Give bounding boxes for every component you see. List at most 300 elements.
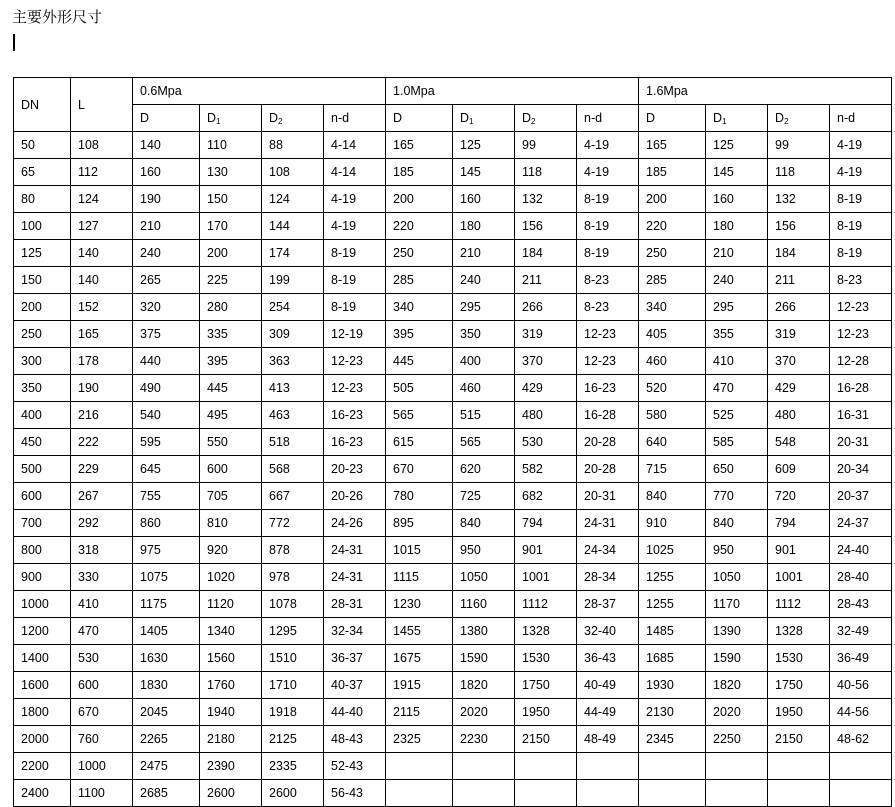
table-cell: 65 [14, 159, 71, 186]
table-cell: 810 [200, 510, 262, 537]
table-cell: 12-23 [324, 375, 386, 402]
table-cell: 292 [71, 510, 133, 537]
table-cell: 8-23 [577, 294, 639, 321]
table-cell: 250 [386, 240, 453, 267]
table-cell: 48-43 [324, 726, 386, 753]
table-cell: 1255 [639, 591, 706, 618]
table-cell [706, 753, 768, 780]
table-cell: 36-49 [830, 645, 892, 672]
table-cell [515, 780, 577, 807]
table-cell: 199 [262, 267, 324, 294]
header-cell-dn: DN [14, 78, 71, 132]
table-cell: 1050 [706, 564, 768, 591]
table-cell: 463 [262, 402, 324, 429]
table-cell: 156 [515, 213, 577, 240]
table-cell: 140 [71, 240, 133, 267]
table-row [14, 402, 892, 429]
table-cell: 28-40 [830, 564, 892, 591]
table-cell: 12-19 [324, 321, 386, 348]
table-cell: 620 [453, 456, 515, 483]
table-cell: 240 [133, 240, 200, 267]
table-cell: 132 [768, 186, 830, 213]
table-cell: 1600 [14, 672, 71, 699]
table-header [14, 78, 892, 132]
table-cell: 20-31 [830, 429, 892, 456]
table-cell: 1405 [133, 618, 200, 645]
table-cell: 715 [639, 456, 706, 483]
table-cell: 1590 [453, 645, 515, 672]
table-cell: 1020 [200, 564, 262, 591]
table-cell: 165 [639, 132, 706, 159]
table-cell: 285 [639, 267, 706, 294]
table-cell: 901 [515, 537, 577, 564]
table-cell: 1800 [14, 699, 71, 726]
table-row [14, 240, 892, 267]
table-cell: 216 [71, 402, 133, 429]
table-cell: 40-56 [830, 672, 892, 699]
subheader-06-d2: $D_2$ [262, 105, 324, 132]
table-cell: 2200 [14, 753, 71, 780]
table-row [14, 159, 892, 186]
table-cell: 720 [768, 483, 830, 510]
table-cell: 470 [706, 375, 768, 402]
table-cell: 125 [14, 240, 71, 267]
table-cell: 165 [71, 321, 133, 348]
table-cell: 518 [262, 429, 324, 456]
table-cell: 152 [71, 294, 133, 321]
subheader-10-d2: $D_2$ [515, 105, 577, 132]
table-cell: 319 [515, 321, 577, 348]
table-cell: 568 [262, 456, 324, 483]
table-cell: 1100 [71, 780, 133, 807]
table-cell: 24-31 [324, 537, 386, 564]
table-cell: 16-23 [324, 402, 386, 429]
table-cell: 210 [706, 240, 768, 267]
table-cell: 525 [706, 402, 768, 429]
table-cell: 1000 [71, 753, 133, 780]
table-cell: 1078 [262, 591, 324, 618]
table-cell: 2180 [200, 726, 262, 753]
table-cell: 1820 [453, 672, 515, 699]
title-table-spacer [10, 51, 885, 77]
table-cell: 210 [133, 213, 200, 240]
table-cell: 150 [200, 186, 262, 213]
table-subheader-row [14, 105, 892, 132]
table-cell: 118 [768, 159, 830, 186]
table-cell: 780 [386, 483, 453, 510]
table-cell: 220 [386, 213, 453, 240]
table-cell: 2150 [768, 726, 830, 753]
table-cell: 530 [71, 645, 133, 672]
table-cell: 2600 [262, 780, 324, 807]
table-row [14, 618, 892, 645]
table-cell: 20-23 [324, 456, 386, 483]
table-cell: 1820 [706, 672, 768, 699]
table-cell: 370 [515, 348, 577, 375]
table-cell: 2400 [14, 780, 71, 807]
table-cell: 700 [14, 510, 71, 537]
table-cell: 1115 [386, 564, 453, 591]
table-cell: 395 [200, 348, 262, 375]
table-cell: 1120 [200, 591, 262, 618]
table-cell: 99 [515, 132, 577, 159]
table-cell: 4-19 [577, 132, 639, 159]
table-cell: 160 [453, 186, 515, 213]
table-cell: 2685 [133, 780, 200, 807]
table-cell: 12-23 [830, 321, 892, 348]
table-cell: 550 [200, 429, 262, 456]
table-cell: 1025 [639, 537, 706, 564]
table-cell: 44-56 [830, 699, 892, 726]
table-row [14, 645, 892, 672]
table-row [14, 429, 892, 456]
table-cell: 48-49 [577, 726, 639, 753]
table-cell: 4-19 [324, 186, 386, 213]
table-cell [768, 753, 830, 780]
table-cell: 500 [14, 456, 71, 483]
table-cell: 222 [71, 429, 133, 456]
table-cell: 185 [386, 159, 453, 186]
table-group-header-row [14, 78, 892, 105]
table-cell: 840 [706, 510, 768, 537]
table-cell: 1390 [706, 618, 768, 645]
table-cell: 600 [14, 483, 71, 510]
table-cell: 565 [453, 429, 515, 456]
table-cell: 1750 [515, 672, 577, 699]
table-cell: 1950 [768, 699, 830, 726]
table-cell [386, 780, 453, 807]
table-cell: 20-28 [577, 456, 639, 483]
table-cell: 582 [515, 456, 577, 483]
table-cell: 1112 [768, 591, 830, 618]
table-cell: 2325 [386, 726, 453, 753]
table-cell: 2345 [639, 726, 706, 753]
table-cell: 144 [262, 213, 324, 240]
table-cell: 2000 [14, 726, 71, 753]
table-cell [515, 753, 577, 780]
table-cell: 363 [262, 348, 324, 375]
table-cell: 16-28 [577, 402, 639, 429]
table-cell: 28-43 [830, 591, 892, 618]
table-row [14, 294, 892, 321]
table-cell: 900 [14, 564, 71, 591]
table-body [14, 132, 892, 807]
table-cell: 978 [262, 564, 324, 591]
table-cell: 174 [262, 240, 324, 267]
table-cell: 130 [200, 159, 262, 186]
table-cell: 12-23 [830, 294, 892, 321]
subheader-10-d1: $D_1$ [453, 105, 515, 132]
table-cell: 794 [515, 510, 577, 537]
table-cell: 24-37 [830, 510, 892, 537]
table-cell: 44-49 [577, 699, 639, 726]
table-cell [453, 780, 515, 807]
table-cell: 2130 [639, 699, 706, 726]
table-cell: 1001 [768, 564, 830, 591]
table-cell: 490 [133, 375, 200, 402]
table-cell: 265 [133, 267, 200, 294]
table-cell: 413 [262, 375, 324, 402]
table-cell: 36-37 [324, 645, 386, 672]
table-cell: 600 [71, 672, 133, 699]
table-cell: 28-31 [324, 591, 386, 618]
table-cell: 267 [71, 483, 133, 510]
table-cell: 2230 [453, 726, 515, 753]
table-cell: 1940 [200, 699, 262, 726]
table-cell: 445 [386, 348, 453, 375]
table-cell: 20-31 [577, 483, 639, 510]
table-cell: 495 [200, 402, 262, 429]
table-cell: 548 [768, 429, 830, 456]
table-cell: 950 [706, 537, 768, 564]
table-cell: 184 [768, 240, 830, 267]
table-cell: 124 [71, 186, 133, 213]
table-cell: 770 [706, 483, 768, 510]
group-header-06mpa: 0.6Mpa [133, 78, 386, 105]
table-cell: 145 [453, 159, 515, 186]
table-cell: 184 [515, 240, 577, 267]
table-cell: 200 [14, 294, 71, 321]
table-cell: 211 [768, 267, 830, 294]
table-cell: 2020 [706, 699, 768, 726]
subheader-16-nd: n-d [830, 105, 892, 132]
table-cell: 975 [133, 537, 200, 564]
table-cell: 2265 [133, 726, 200, 753]
table-cell: 405 [639, 321, 706, 348]
table-cell: 355 [706, 321, 768, 348]
table-cell: 860 [133, 510, 200, 537]
table-cell: 375 [133, 321, 200, 348]
table-cell: 1918 [262, 699, 324, 726]
table-row [14, 753, 892, 780]
table-cell: 670 [386, 456, 453, 483]
table-cell: 309 [262, 321, 324, 348]
table-cell: 4-19 [324, 213, 386, 240]
table-cell: 410 [706, 348, 768, 375]
table-cell: 1930 [639, 672, 706, 699]
table-cell: 515 [453, 402, 515, 429]
table-cell: 108 [262, 159, 324, 186]
table-cell: 410 [71, 591, 133, 618]
table-cell: 108 [71, 132, 133, 159]
table-cell: 250 [14, 321, 71, 348]
table-cell [386, 753, 453, 780]
table-cell: 609 [768, 456, 830, 483]
table-cell: 140 [133, 132, 200, 159]
table-cell: 600 [200, 456, 262, 483]
table-cell: 450 [14, 429, 71, 456]
table-cell: 16-28 [830, 375, 892, 402]
table-row [14, 672, 892, 699]
table-row [14, 348, 892, 375]
table-cell: 340 [639, 294, 706, 321]
group-header-10mpa: 1.0Mpa [386, 78, 639, 105]
table-cell: 20-26 [324, 483, 386, 510]
table-cell: 8-19 [577, 186, 639, 213]
table-cell: 127 [71, 213, 133, 240]
table-cell: 2475 [133, 753, 200, 780]
table-cell: 56-43 [324, 780, 386, 807]
table-cell: 440 [133, 348, 200, 375]
table-cell: 80 [14, 186, 71, 213]
table-cell: 429 [515, 375, 577, 402]
table-cell [830, 780, 892, 807]
table-cell: 24-26 [324, 510, 386, 537]
table-cell: 48-62 [830, 726, 892, 753]
table-cell: 1400 [14, 645, 71, 672]
table-row [14, 699, 892, 726]
table-cell: 530 [515, 429, 577, 456]
table-cell: 540 [133, 402, 200, 429]
table-cell: 705 [200, 483, 262, 510]
table-cell: 1950 [515, 699, 577, 726]
table-cell: 2150 [515, 726, 577, 753]
table-cell: 28-37 [577, 591, 639, 618]
table-cell: 118 [515, 159, 577, 186]
table-cell: 772 [262, 510, 324, 537]
table-cell [830, 753, 892, 780]
table-cell: 1112 [515, 591, 577, 618]
table-cell: 320 [133, 294, 200, 321]
table-cell: 1340 [200, 618, 262, 645]
table-cell: 580 [639, 402, 706, 429]
table-cell: 211 [515, 267, 577, 294]
table-cell: 4-19 [577, 159, 639, 186]
page-title: 主要外形尺寸 [12, 8, 103, 26]
table-cell: 2125 [262, 726, 324, 753]
table-cell: 725 [453, 483, 515, 510]
table-cell: 1915 [386, 672, 453, 699]
subheader-16-d: D [639, 105, 706, 132]
table-cell: 318 [71, 537, 133, 564]
table-cell [706, 780, 768, 807]
table-cell: 1170 [706, 591, 768, 618]
table-row [14, 321, 892, 348]
table-cell: 16-23 [577, 375, 639, 402]
table-cell: 319 [768, 321, 830, 348]
table-cell: 400 [453, 348, 515, 375]
group-header-16mpa: 1.6Mpa [639, 78, 892, 105]
subheader-06-d: D [133, 105, 200, 132]
table-cell: 650 [706, 456, 768, 483]
table-cell: 190 [71, 375, 133, 402]
table-cell: 520 [639, 375, 706, 402]
table-cell: 755 [133, 483, 200, 510]
table-cell: 145 [706, 159, 768, 186]
table-row [14, 510, 892, 537]
table-cell: 20-37 [830, 483, 892, 510]
table-cell: 112 [71, 159, 133, 186]
subheader-06-d1: $D_1$ [200, 105, 262, 132]
table-cell: 595 [133, 429, 200, 456]
table-cell: 1685 [639, 645, 706, 672]
table-cell: 480 [515, 402, 577, 429]
table-cell: 8-23 [830, 267, 892, 294]
table-cell: 2390 [200, 753, 262, 780]
table-cell: 240 [453, 267, 515, 294]
table-cell [577, 780, 639, 807]
table-row [14, 132, 892, 159]
subheader-16-d1: $D_1$ [706, 105, 768, 132]
table-cell: 1050 [453, 564, 515, 591]
table-cell: 1830 [133, 672, 200, 699]
table-cell: 8-19 [324, 267, 386, 294]
table-cell: 429 [768, 375, 830, 402]
table-cell: 225 [200, 267, 262, 294]
table-cell: 645 [133, 456, 200, 483]
table-cell: 1590 [706, 645, 768, 672]
table-cell: 99 [768, 132, 830, 159]
table-cell: 1175 [133, 591, 200, 618]
table-cell: 16-31 [830, 402, 892, 429]
table-cell: 878 [262, 537, 324, 564]
table-cell: 124 [262, 186, 324, 213]
table-cell: 12-23 [324, 348, 386, 375]
table-cell: 682 [515, 483, 577, 510]
table-cell: 8-19 [830, 186, 892, 213]
table-cell: 40-49 [577, 672, 639, 699]
table-cell: 640 [639, 429, 706, 456]
table-cell: 8-19 [324, 240, 386, 267]
table-cell: 150 [14, 267, 71, 294]
table-cell: 12-28 [830, 348, 892, 375]
table-cell: 950 [453, 537, 515, 564]
table-cell: 615 [386, 429, 453, 456]
table-cell: 460 [453, 375, 515, 402]
table-cell: 140 [71, 267, 133, 294]
table-cell: 2250 [706, 726, 768, 753]
table-cell [577, 753, 639, 780]
table-cell: 24-31 [324, 564, 386, 591]
table-cell: 895 [386, 510, 453, 537]
table-cell: 254 [262, 294, 324, 321]
subheader-10-d: D [386, 105, 453, 132]
table-cell: 4-14 [324, 132, 386, 159]
table-cell: 2045 [133, 699, 200, 726]
table-cell: 370 [768, 348, 830, 375]
subheader-10-nd: n-d [577, 105, 639, 132]
table-cell: 585 [706, 429, 768, 456]
table-cell: 210 [453, 240, 515, 267]
table-cell: 285 [386, 267, 453, 294]
table-cell [768, 780, 830, 807]
table-cell: 340 [386, 294, 453, 321]
table-cell: 20-28 [577, 429, 639, 456]
table-cell: 52-43 [324, 753, 386, 780]
table-row [14, 267, 892, 294]
table-cell: 1560 [200, 645, 262, 672]
table-cell: 190 [133, 186, 200, 213]
table-row [14, 726, 892, 753]
table-cell: 300 [14, 348, 71, 375]
table-cell: 88 [262, 132, 324, 159]
table-cell: 165 [386, 132, 453, 159]
table-row [14, 483, 892, 510]
table-cell: 760 [71, 726, 133, 753]
table-cell: 170 [200, 213, 262, 240]
table-cell: 8-23 [577, 267, 639, 294]
table-row [14, 537, 892, 564]
table-cell: 1230 [386, 591, 453, 618]
table-cell: 400 [14, 402, 71, 429]
table-cell: 2115 [386, 699, 453, 726]
table-cell: 1255 [639, 564, 706, 591]
table-cell: 395 [386, 321, 453, 348]
table-cell: 1328 [768, 618, 830, 645]
table-cell: 1001 [515, 564, 577, 591]
table-cell: 295 [453, 294, 515, 321]
table-cell: 12-23 [577, 348, 639, 375]
